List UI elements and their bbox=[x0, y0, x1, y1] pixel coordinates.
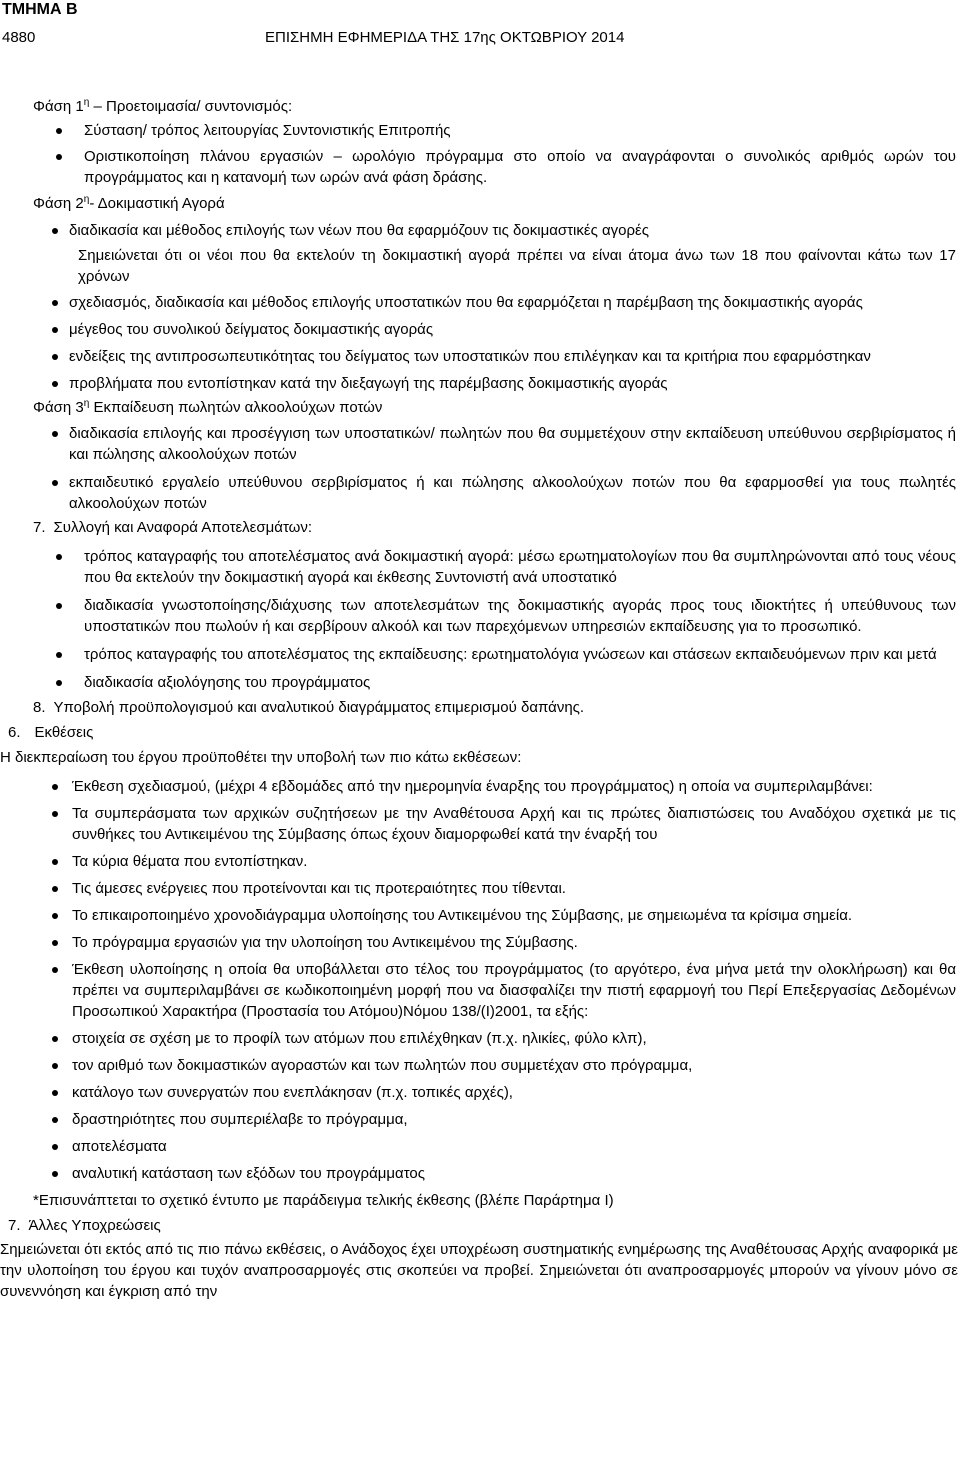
list-item: εκπαιδευτικό εργαλείο υπεύθυνου σερβιρίσματος ή και πώλησης αλκοολούχων ποτών που θα εφαρμοσθεί για τους πωλητές αλκοολούχων ποτών bbox=[0, 472, 960, 514]
section7b-heading: 7. Άλλες Υποχρεώσεις bbox=[8, 1217, 161, 1234]
list-item: Σύσταση/ τρόπος λειτουργίας Συντονιστικής Επιτροπής bbox=[0, 120, 960, 141]
gazette-title: ΕΠΙΣΗΜΗ ΕΦΗΜΕΡΙΔΑ ΤΗΣ 17ης ΟΚΤΩΒΡΙΟΥ 2014 bbox=[265, 29, 625, 46]
list-item: Το πρόγραμμα εργασιών για την υλοποίηση του Αντικειμένου της Σύμβασης. bbox=[0, 932, 960, 953]
phase2-list-b bbox=[0, 292, 960, 394]
phase2-heading: Φάση $2^\eta-$ Δοκιμαστική Αγορά bbox=[33, 194, 225, 212]
series-label: ΤΜΗΜΑ Β bbox=[2, 1, 78, 18]
phase2-note: Σημειώνεται ότι οι νέοι που θα εκτελούν τη δοκιμαστική αγορά πρέπει να είναι άτομα άνω των 18 που φαίνονται κάτω των 17 χρόνων bbox=[78, 247, 956, 285]
section7-list bbox=[0, 546, 960, 693]
list-item: δραστηριότητες που συμπεριέλαβε το πρόγραμμα, bbox=[0, 1109, 960, 1130]
list-item: τον αριθμό των δοκιμαστικών αγοραστών και των πωλητών που συμμετέχαν στο πρόγραμμα, bbox=[0, 1055, 960, 1076]
document-body bbox=[0, 96, 960, 1302]
list-item: αποτελέσματα bbox=[0, 1136, 960, 1157]
section6-heading: 6. Εκθέσεις bbox=[8, 724, 94, 741]
list-item: αναλυτική κατάσταση των εξόδων του προγράμματος bbox=[0, 1163, 960, 1184]
list-item: στοιχεία σε σχέση με το προφίλ των ατόμων που επιλέχθηκαν (π.χ. ηλικίες, φύλο κλπ), bbox=[0, 1028, 960, 1049]
list-item: Οριστικοποίηση πλάνου εργασιών – ωρολόγιο πρόγραμμα στο οποίο να αναγράφονται ο συνολικός αριθμός ωρών του προγράμματος και η κατανομή των ωρών ανά φάση δράσης. bbox=[0, 146, 960, 188]
list-item: διαδικασία αξιολόγησης του προγράμματος bbox=[0, 672, 960, 693]
phase3-heading: Φάση $3^\eta$ Εκπαίδευση πωλητών αλκοολούχων ποτών bbox=[33, 398, 383, 416]
list-item: Τα συμπεράσματα των αρχικών συζητήσεων με την Αναθέτουσα Αρχή και τις πρώτες διαπιστώσεις του Αναδόχου σχετικά με τις συνθήκες του Αντικειμένου της Σύμβασης όπως έχουν διαμορφωθεί κατά την έναρξή του bbox=[0, 803, 960, 845]
section8-heading: 8. Υποβολή προϋπολογισμού και αναλυτικού διαγράμματος επιμερισμού δαπάνης. bbox=[33, 699, 585, 716]
list-item: τρόπος καταγραφής του αποτελέσματος της εκπαίδευσης: ερωτηματολόγια γνώσεων και στάσεων εκπαιδευόμενων πριν και μετά bbox=[0, 644, 960, 665]
list-item: Έκθεση υλοποίησης η οποία θα υποβάλλεται στο τέλος του προγράμματος (το αργότερο, ένα μήνα μετά την ολοκλήρωση) και θα πρέπει να συμπεριλαμβάνει σε κωδικοποιημένη μορφή που να διασφαλίζει την πιστή εφαρμογή του Περί Επεξεργασίας Δεδομένων Προσωπικού Χαρακτήρα (Προστασία του Ατόμου)Νόμου 138/(Ι)2001, τα εξής: bbox=[0, 959, 960, 1022]
list-item: διαδικασία επιλογής και προσέγγιση των υποστατικών/ πωλητών που θα συμμετέχουν στην εκπαίδευση υπεύθυνου σερβιρίσματος ή και πώλησης αλκοολούχων ποτών bbox=[0, 423, 960, 465]
section6-intro: Η διεκπεραίωση του έργου προϋποθέτει την υποβολή των πιο κάτω εκθέσεων: bbox=[0, 749, 522, 766]
page-number: 4880 bbox=[2, 29, 36, 46]
list-item: Το επικαιροποιημένο χρονοδιάγραμμα υλοποίησης του Αντικειμένου της Σύμβασης, με σημειωμένα τα κρίσιμα σημεία. bbox=[0, 905, 960, 926]
list-item: Τα κύρια θέματα που εντοπίστηκαν. bbox=[0, 851, 960, 872]
list-item: κατάλογο των συνεργατών που ενεπλάκησαν (π.χ. τοπικές αρχές), bbox=[0, 1082, 960, 1103]
list-item: διαδικασία γνωστοποίησης/διάχυσης των αποτελεσμάτων της δοκιμαστικής αγοράς προς τους ιδιοκτήτες ή υπεύθυνους των υποστατικών που πωλούν ή και σερβίρουν αλκοόλ και των παρεχόμενων υπηρεσιών εκπαίδευσης για το προσωπικό. bbox=[0, 595, 960, 637]
list-item: διαδικασία και μέθοδος επιλογής των νέων που θα εφαρμόζουν τις δοκιμαστικές αγορές bbox=[0, 220, 960, 241]
phase3-list bbox=[0, 423, 960, 514]
list-item: Τις άμεσες ενέργειες που προτείνονται και τις προτεραιότητες που τίθενται. bbox=[0, 878, 960, 899]
section7-heading: 7. Συλλογή και Αναφορά Αποτελεσμάτων: bbox=[33, 519, 313, 536]
phase1-heading: Φάση $1^\eta - \Pi\rho o\varepsilon\tau o\iota\mu\alpha\sigma ί\alpha/$ συντονισμός: bbox=[33, 97, 293, 115]
list-item: μέγεθος του συνολικού δείγματος δοκιμαστικής αγοράς bbox=[0, 319, 960, 340]
phase1-list bbox=[0, 120, 960, 188]
section6-note: *Επισυνάπτεται το σχετικό έντυπο με παράδειγμα τελικής έκθεσης (βλέπε Παράρτημα Ι) bbox=[33, 1192, 614, 1209]
list-item: προβλήματα που εντοπίστηκαν κατά την διεξαγωγή της παρέμβασης δοκιμαστικής αγοράς bbox=[0, 373, 960, 394]
list-item: σχεδιασμός, διαδικασία και μέθοδος επιλογής υποστατικών που θα εφαρμόζεται η παρέμβαση της δοκιμαστικής αγοράς bbox=[0, 292, 960, 313]
section6-list bbox=[0, 776, 960, 1184]
section7b-text: Σημειώνεται ότι εκτός από τις πιο πάνω εκθέσεις, ο Ανάδοχος έχει υποχρέωση συστηματικής ενημέρωσης της Αναθέτουσας Αρχής αναφορικά με την υλοποίηση του έργου και τυχόν αναπροσαρμογές στις σκοπεύει να προβεί. Σημειώνεται ότι αναπροσαρμογές μπορούν να γίνουν μόνο σε συνεννόηση και έγκριση από την bbox=[0, 1241, 958, 1300]
list-item: ενδείξεις της αντιπροσωπευτικότητας του δείγματος των υποστατικών που επιλέγηκαν και τα κριτήρια που εφαρμόστηκαν bbox=[0, 346, 960, 367]
list-item: Έκθεση σχεδιασμού, (μέχρι 4 εβδομάδες από την ημερομηνία έναρξης του προγράμματος) η οποία να συμπεριλαμβάνει: bbox=[0, 776, 960, 797]
phase2-list-a bbox=[0, 220, 960, 241]
list-item: τρόπος καταγραφής του αποτελέσματος ανά δοκιμαστική αγορά: μέσω ερωτηματολογίων που θα συμπληρώνονται από τους νέους που θα εκτελούν την δοκιμαστική αγορά και έκθεσης Συντονιστή ανά υποστατικό bbox=[0, 546, 960, 588]
